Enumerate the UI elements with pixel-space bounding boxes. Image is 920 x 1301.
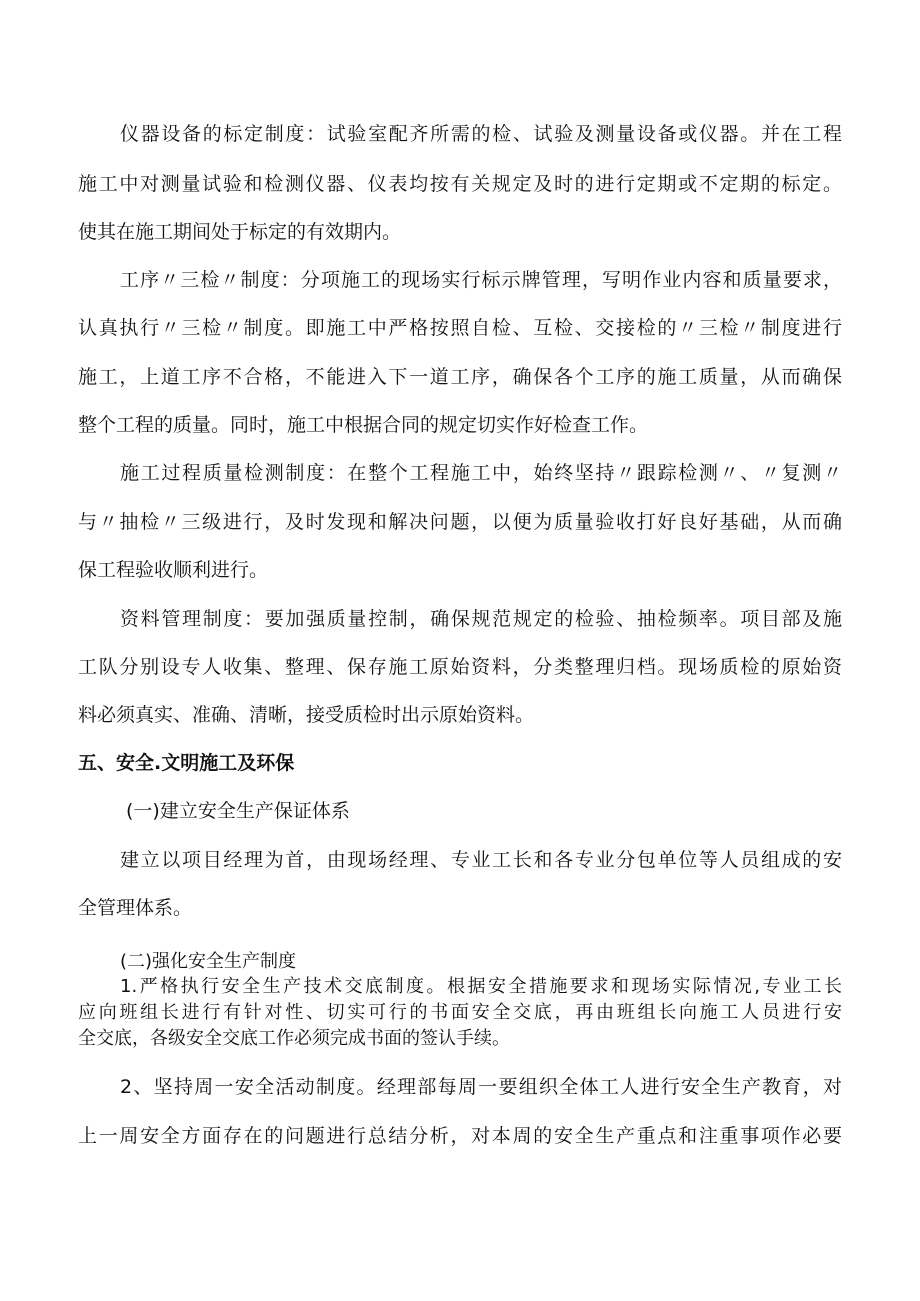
paragraph-disclosure-line-2: 应向班组长进行有针对性、切实可行的书面安全交底，再由班组长向施工人员进行安 [78,1002,842,1023]
paragraph-disclosure-line-1: 1.严格执行安全生产技术交底制度。根据安全措施要求和现场实际情况,专业工长 [120,976,842,997]
paragraph-three-inspection-line-3: 施工，上道工序不合格，不能进入下一道工序，确保各个工序的施工质量，从而确保 [78,366,842,388]
paragraph-calibration-line-1: 仪器设备的标定制度：试验室配齐所需的检、试验及测量设备或仪器。并在工程 [120,123,842,145]
paragraph-quality-testing-line-2: 与〃抽检〃三级进行，及时发现和解决问题，以便为质量验收打好良好基础，从而确 [78,511,842,533]
paragraph-calibration-line-3: 使其在施工期间处于标定的有效期内。 [78,221,402,243]
paragraph-quality-testing-line-3: 保工程验收顺利进行。 [78,559,269,581]
subsection-title-2: (二)强化安全生产制度 [120,951,297,972]
paragraph-quality-testing-line-1: 施工过程质量检测制度：在整个工程施工中，始终坚持〃跟踪检测〃、〃复测〃 [120,462,842,484]
paragraph-three-inspection-line-4: 整个工程的质量。同时，施工中根据合同的规定切实作好检查工作。 [78,414,649,436]
subsection-title-1: (一)建立安全生产保证体系 [126,800,350,822]
paragraph-records-line-1: 资料管理制度：要加强质量控制，确保规范规定的检验、抽检频率。项目部及施 [120,608,842,630]
section-heading: 五、安全.文明施工及环保 [78,752,295,774]
paragraph-safety-system-line-2: 全管理体系。 [78,897,193,919]
paragraph-records-line-3: 料必须真实、准确、清晰，接受质检时出示原始资料。 [78,704,535,726]
paragraph-monday-activity-line-1: 2、坚持周一安全活动制度。经理部每周一要组织全体工人进行安全生产教育，对 [120,1076,842,1098]
paragraph-monday-activity-line-2: 上一周安全方面存在的问题进行总结分析，对本周的安全生产重点和注重事项作必要 [78,1125,842,1147]
paragraph-disclosure-line-3: 全交底，各级安全交底工作必须完成书面的签认手续。 [78,1028,510,1049]
paragraph-three-inspection-line-1: 工序〃三检〃制度：分项施工的现场实行标示牌管理，写明作业内容和质量要求， [120,269,842,291]
paragraph-calibration-line-2: 施工中对测量试验和检测仪器、仪表均按有关规定及时的进行定期或不定期的标定。 [78,173,842,195]
paragraph-three-inspection-line-2: 认真执行〃三检〃制度。即施工中严格按照自检、互检、交接检的〃三检〃制度进行 [78,317,842,339]
paragraph-records-line-2: 工队分别设专人收集、整理、保存施工原始资料，分类整理归档。现场质检的原始资 [78,656,842,678]
paragraph-safety-system-line-1: 建立以项目经理为首，由现场经理、专业工长和各专业分包单位等人员组成的安 [120,849,842,871]
